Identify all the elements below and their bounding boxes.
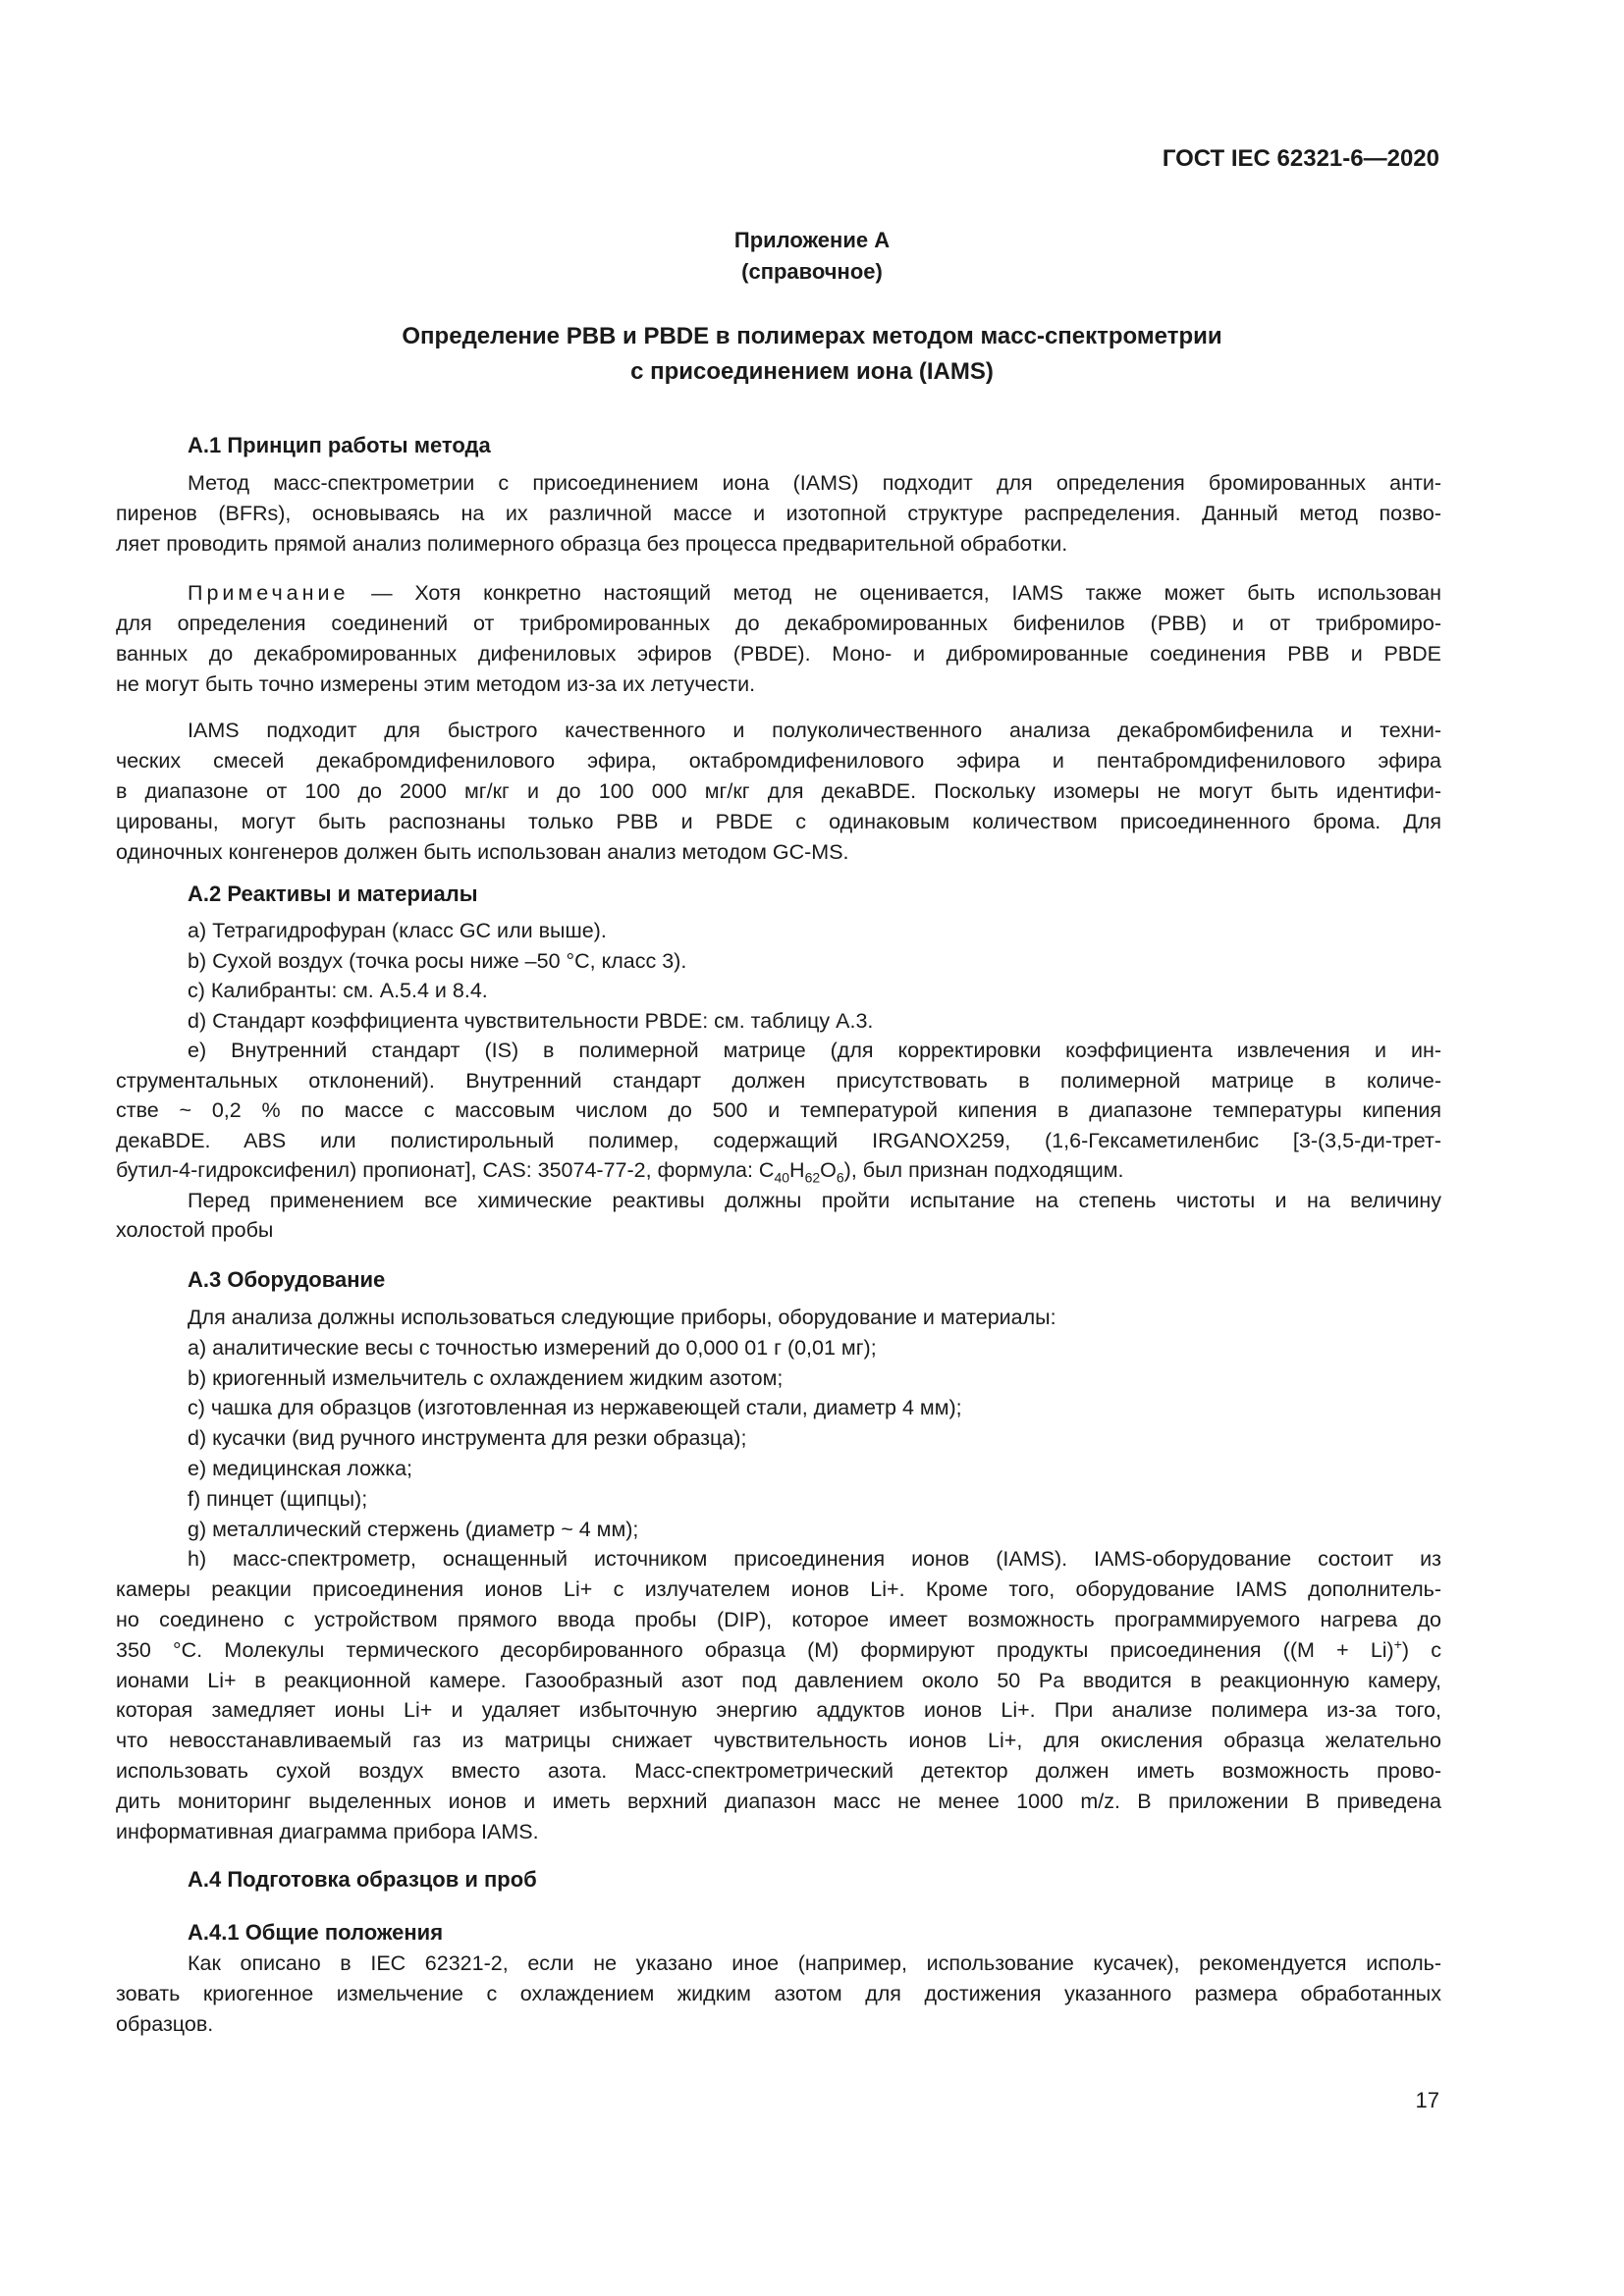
text-line: b) Сухой воздух (точка росы ниже –50 °C, класс 3). [188,948,687,973]
text-segment: ) с [1401,1637,1441,1662]
subscript: 6 [836,1169,844,1186]
text-line: c) чашка для образцов (изготовленная из нержавеющей стали, диаметр 4 мм); [188,1396,962,1420]
text-segment: O [820,1158,837,1182]
text-line: струментальных отклонений). Внутренний стандарт должен присутствовать в полимерной матрице в количе- [116,1068,1441,1093]
list-item [116,1454,1441,1484]
note-text: — Хотя конкретно настоящий метод не оценивается, IAMS также может быть использован [371,581,1441,605]
text-line [116,1155,1441,1186]
paragraph [116,716,1441,868]
reagents-list [116,916,1441,1246]
appendix-title [0,319,1624,390]
appendix-label: Приложение А [733,228,891,252]
paragraph [116,468,1441,560]
text-line: d) кусачки (вид ручного инструмента для резки образца); [188,1426,747,1451]
text-line: g) металлический стержень (диаметр ~ 4 мм); [188,1517,639,1541]
list-item [116,1186,1441,1246]
text-line: h) масс-спектрометр, оснащенный источником присоединения ионов (IAMS). IAMS-оборудование состоит из [188,1547,1441,1572]
text-line [116,1635,1441,1666]
list-item [116,1036,1441,1186]
text-line: a) Тетрагидрофуран (класс GC или выше). [188,919,607,942]
text-line: образцов. [116,2012,214,2036]
supscript: + [1393,1635,1402,1652]
list-item [116,916,1441,946]
title-line: с присоединением иона (IAMS) [630,358,994,385]
text-line: стве ~ 0,2 % по массе с массовым числом до 500 и температурой кипения в диапазоне температуры кипения [116,1098,1441,1122]
text-line: a) аналитические весы с точностью измерений до 0,000 01 г (0,01 мг); [188,1335,877,1360]
note-label: Примечание [188,581,350,605]
list-item [116,1363,1441,1394]
list-item [116,1423,1441,1454]
text-line: b) криогенный измельчитель с охлаждением жидким азотом; [188,1365,784,1390]
text-line: зовать криогенное измельчение с охлаждением жидким азотом для достижения указанного размера обработанных [116,1982,1441,2005]
text-segment: H [789,1158,805,1182]
subscript: 62 [804,1169,821,1186]
title-line: Определение PBB и PBDE в полимерах методом масс-спектрометрии [402,323,1222,349]
section-heading-a3: А.3 Оборудование [188,1267,386,1292]
text-segment: 350 °C. Молекулы термического десорбированного образца (M) формируют продукты присоединения ((M + Li) [116,1637,1394,1662]
equipment-list [116,1303,1441,1846]
text-line: в диапазоне от 100 до 2000 мг/кг и до 100 000 мг/кг для декаBDE. Поскольку изомеры не могут быть идентифи- [116,779,1441,803]
list-item [116,1484,1441,1515]
text-line: ванных до декабромированных дифениловых эфиров (PBDE). Моно- и дибромированные соединения PBB и PBDE [116,642,1441,666]
list-item [116,946,1441,977]
note [116,578,1441,700]
text-line: c) Калибранты: см. А.5.4 и 8.4. [188,979,488,1002]
text-line: ионами Li+ в реакционной камере. Газообразный азот под давлением около 50 Pa вводится в реакционную камеру, [116,1668,1441,1692]
text-line: Метод масс-спектрометрии с присоединением иона (IAMS) подходит для определения бромированных анти- [188,471,1441,495]
text-line: Для анализа должны использоваться следующие приборы, оборудование и материалы: [188,1306,1056,1329]
appendix-heading [0,225,1624,288]
text-line: но соединено с устройством прямого ввода пробы (DIP), которое имеет возможность программируемого нагрева до [116,1607,1441,1631]
text-line: пиренов (BFRs), основываясь на их различной массе и изотопной структуре распределения. Данный метод позво- [116,502,1441,525]
page-number: 17 [1415,2088,1439,2112]
list-item [116,1393,1441,1423]
appendix-type: (справочное) [741,259,883,284]
text-line: e) медицинская ложка; [188,1456,413,1480]
text-line: использовать сухой воздух вместо азота. Масс-спектрометрический детектор должен иметь возможность прово- [116,1758,1441,1783]
text-line: одиночных конгенеров должен быть использован анализ методом GC-MS. [116,840,849,864]
paragraph [116,1949,1441,2040]
subscript: 40 [774,1169,790,1186]
document-code: ГОСТ IEC 62321-6—2020 [1162,145,1439,172]
text-line: декаBDE. ABS или полистирольный полимер, содержащий IRGANOX259, (1,6-Гексаметиленбис [3-(3,5-ди-трет- [116,1128,1441,1152]
text-segment: бутил-4-гидроксифенил) пропионат], CAS: 35074-77-2, формула: C [116,1158,775,1182]
text-line [116,578,1441,609]
text-line: Как описано в IEC 62321-2, если не указано иное (например, использование кусачек), рекомендуется исполь- [188,1951,1441,1975]
text-line: ляет проводить прямой анализ полимерного образца без процесса предварительной обработки. [116,532,1068,556]
section-heading-a2: А.2 Реактивы и материалы [188,881,478,906]
list-item [116,1303,1441,1333]
section-heading-a4: А.4 Подготовка образцов и проб [188,1867,537,1892]
text-line: что невосстанавливаемый газ из матрицы снижает чувствительность ионов Li+, для окисления образца желательно [116,1729,1441,1753]
section-heading-a41: А.4.1 Общие положения [188,1920,444,1945]
text-line: не могут быть точно измерены этим методом из-за их летучести. [116,672,756,696]
text-line: IAMS подходит для быстрого качественного и полуколичественного анализа декабромбифенила и техни- [188,719,1441,742]
text-segment: ), был признан подходящим. [843,1158,1124,1182]
list-item [116,976,1441,1006]
section-heading-a1: А.1 Принцип работы метода [188,433,491,457]
list-item [116,1006,1441,1037]
text-line: e) Внутренний стандарт (IS) в полимерной матрице (для корректировки коэффициента извлечения и ин- [188,1039,1441,1062]
text-line: цированы, могут быть распознаны только PBB и PBDE с одинаковым количеством присоединенного брома. Для [116,810,1441,833]
list-item [116,1515,1441,1545]
text-line: ческих смесей декабромдифенилового эфира, октабромдифенилового эфира и пентабромдифенилового эфира [116,749,1441,773]
list-item [116,1333,1441,1363]
text-line: информативная диаграмма прибора IAMS. [116,1819,539,1843]
text-line: камеры реакции присоединения ионов Li+ с излучателем ионов Li+. Кроме того, оборудование IAMS дополнитель- [116,1577,1441,1602]
note-body [116,609,1441,700]
text-line: d) Стандарт коэффициента чувствительности PBDE: см. таблицу А.3. [188,1008,874,1033]
text-line: дить мониторинг выделенных ионов и иметь верхний диапазон масс не менее 1000 m/z. В приложении B приведена [116,1789,1441,1813]
text-line: Перед применением все химические реактивы должны пройти испытание на степень чистоты и на величину [188,1188,1441,1212]
text-line: f) пинцет (щипцы); [188,1486,368,1511]
text-line: которая замедляет ионы Li+ и удаляет избыточную энергию аддуктов ионов Li+. При анализе полимера из-за того, [116,1698,1441,1723]
text-line: холостой пробы [116,1218,274,1242]
list-item [116,1544,1441,1846]
text-line: для определения соединений от трибромированных до декабромированных бифенилов (PBB) и от трибромиро- [116,612,1441,635]
